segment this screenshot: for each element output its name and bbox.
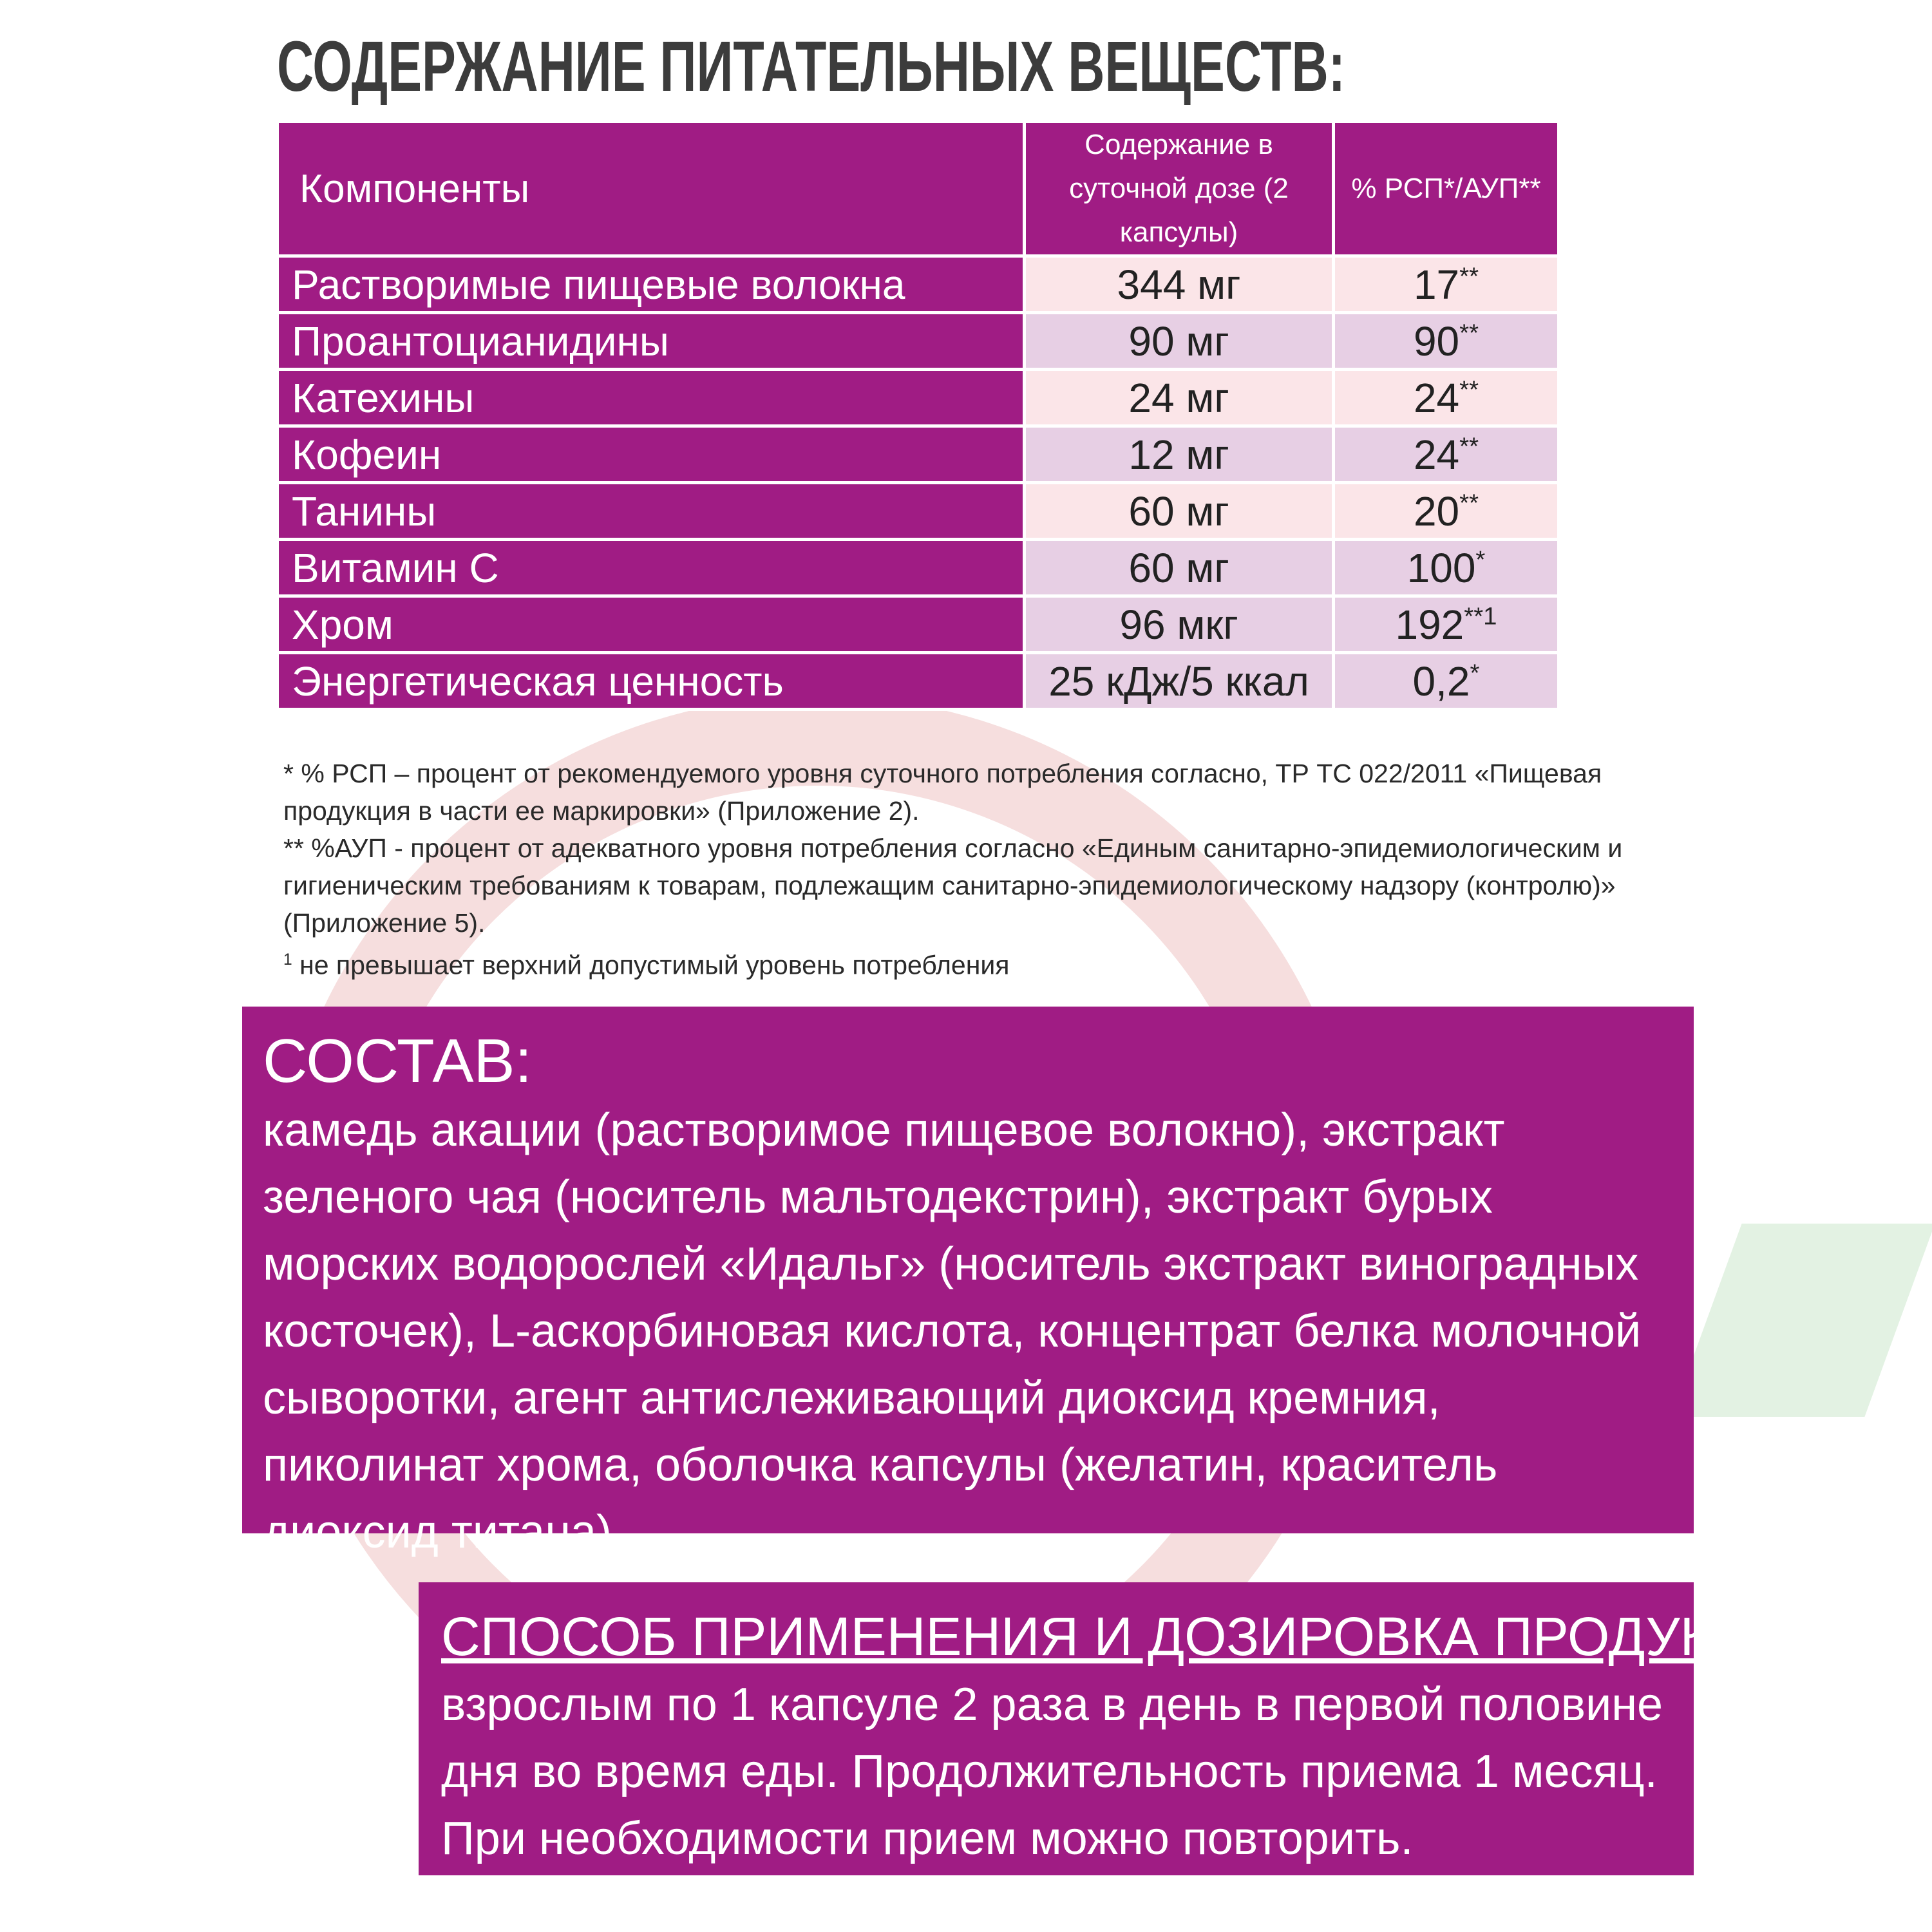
footnotes	[283, 755, 1668, 984]
component-name: Растворимые пищевые волокна	[278, 256, 1025, 313]
component-name: Кофеин	[278, 426, 1025, 483]
table-row	[278, 426, 1559, 483]
dose-value: 24 мг	[1025, 370, 1334, 426]
composition-box	[242, 1007, 1694, 1558]
table-row	[278, 540, 1559, 596]
percent-value: 17**	[1334, 256, 1559, 313]
watermark-green-shape	[1671, 1224, 1932, 1417]
usage-text: взрослым по 1 капсуле 2 раза в день в первой половине дня во время еды. Продолжительность приема 1 месяц. При необходимости прием можно повторить.	[441, 1679, 1663, 1864]
dose-value: 25 кДж/5 ккал	[1025, 653, 1334, 710]
percent-value: 100*	[1334, 540, 1559, 596]
table-row	[278, 653, 1559, 710]
component-name: Хром	[278, 596, 1025, 653]
percent-value: 24**	[1334, 426, 1559, 483]
percent-value: 0,2*	[1334, 653, 1559, 710]
dose-value: 96 мкг	[1025, 596, 1334, 653]
page-title: СОДЕРЖАНИЕ ПИТАТЕЛЬНЫХ ВЕЩЕСТВ:	[277, 27, 1346, 106]
percent-value: 90**	[1334, 313, 1559, 370]
header-component: Компоненты	[278, 122, 1025, 256]
footnote-upper: $^1$ не превышает верхний допустимый уровень потребления	[283, 950, 1010, 980]
header-percent: % РСП*/АУП**	[1334, 122, 1559, 256]
table-row	[278, 483, 1559, 540]
percent-value: 24**	[1334, 370, 1559, 426]
header-dose: Содержание в суточной дозе (2 капсулы)	[1025, 122, 1334, 256]
usage-box	[419, 1582, 1794, 1875]
table-row	[278, 370, 1559, 426]
percent-value: 192$^{**1}$	[1334, 596, 1559, 653]
table-row	[278, 313, 1559, 370]
nutrient-table	[276, 120, 1560, 711]
footnote-aup: ** %АУП - процент от адекватного уровня потребления согласно «Единым санитарно-эпидемиологическим и гигиеническим требованиям к товарам, подлежащим санитарно-эпидемиологическому надзору (контролю)» (Приложение 5).	[283, 833, 1623, 938]
component-name: Проантоцианидины	[278, 313, 1025, 370]
usage-title: СПОСОБ ПРИМЕНЕНИЯ И ДОЗИРОВКА ПРОДУКТА:	[441, 1606, 1794, 1667]
dose-value: 60 мг	[1025, 483, 1334, 540]
footnote-rsp: * % РСП – процент от рекомендуемого уровня суточного потребления согласно, ТР ТС 022/2011 «Пищевая продукция в части ее маркировки» (Приложение 2).	[283, 759, 1602, 826]
component-name: Танины	[278, 483, 1025, 540]
dose-value: 344 мг	[1025, 256, 1334, 313]
composition-text: камедь акации (растворимое пищевое волокно), экстракт зеленого чая (носитель мальтодекстрин), экстракт бурых морских водорослей «Идальг» (носитель экстракт виноградных косточек), L-аскорбиновая кислота, концентрат белка молочной сыворотки, агент антислеживающий диоксид кремния, пиколинат хрома, оболочка капсулы (желатин, краситель диоксид титана).	[263, 1104, 1642, 1558]
dose-value: 90 мг	[1025, 313, 1334, 370]
percent-value: 20**	[1334, 483, 1559, 540]
component-name: Катехины	[278, 370, 1025, 426]
dose-value: 12 мг	[1025, 426, 1334, 483]
component-name: Витамин С	[278, 540, 1025, 596]
dose-value: 60 мг	[1025, 540, 1334, 596]
composition-title: СОСТАВ:	[263, 1027, 533, 1095]
component-name: Энергетическая ценность	[278, 653, 1025, 710]
table-row	[278, 596, 1559, 653]
table-header-row	[278, 122, 1559, 256]
table-row	[278, 256, 1559, 313]
